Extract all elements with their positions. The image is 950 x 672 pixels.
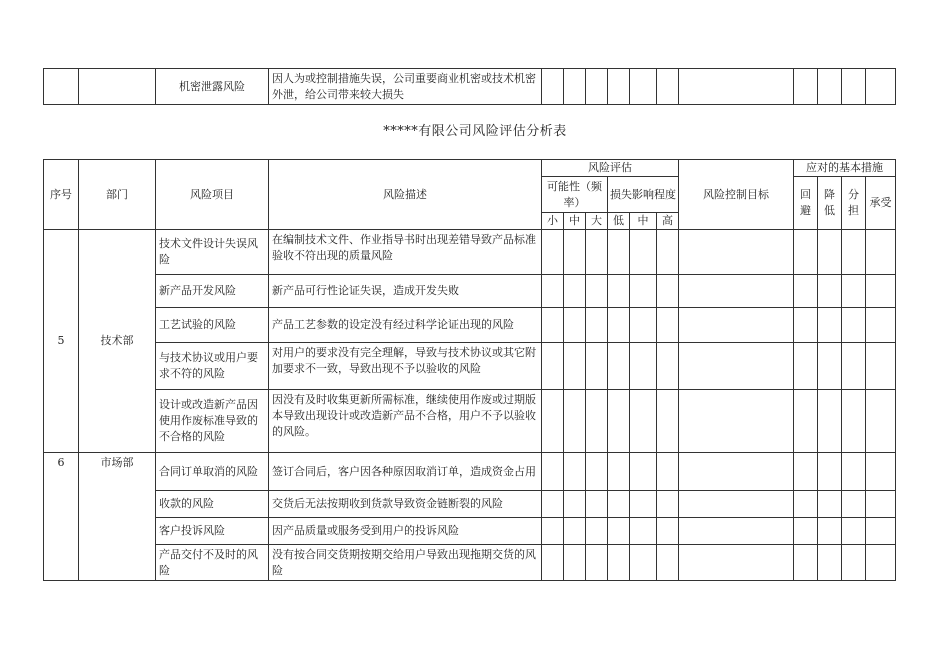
table-row — [44, 275, 896, 308]
header-row — [44, 160, 896, 177]
header-accept: 承受 — [866, 177, 896, 230]
header-big: 大 — [586, 213, 608, 230]
header-mid: 中 — [630, 213, 657, 230]
dept-cell: 技术部 — [79, 230, 156, 453]
risk-desc-cell: 因人为或控制措施失误，公司重要商业机密或技术机密外泄，给公司带来较大损失 — [269, 69, 542, 105]
header-desc: 风险描述 — [269, 160, 542, 230]
risk-desc-cell: 对用户的要求没有完全理解，导致与技术协议或其它附加要求不一致，导致出现不予以验收的风险 — [269, 343, 542, 390]
risk-desc-cell: 新产品可行性论证失误，造成开发失败 — [269, 275, 542, 308]
header-measures: 应对的基本措施 — [794, 160, 896, 177]
header-assessment: 风险评估 — [542, 160, 679, 177]
table-row — [44, 230, 896, 275]
risk-item-cell: 收款的风险 — [156, 491, 269, 518]
risk-item-cell: 工艺试验的风险 — [156, 308, 269, 343]
risk-assessment-table — [43, 159, 896, 581]
header-share: 分担 — [842, 177, 866, 230]
header-impact: 损失影响程度 — [608, 177, 679, 213]
header-dept: 部门 — [79, 160, 156, 230]
header-item: 风险项目 — [156, 160, 269, 230]
table-row — [44, 545, 896, 581]
header-small: 小 — [542, 213, 564, 230]
risk-desc-cell: 签订合同后，客户因各种原因取消订单，造成资金占用 — [269, 453, 542, 491]
risk-item-cell: 机密泄露风险 — [156, 69, 269, 105]
header-low: 低 — [608, 213, 630, 230]
header-likelihood: 可能性（频率） — [542, 177, 608, 213]
table-row — [44, 308, 896, 343]
risk-item-cell: 与技术协议或用户要求不符的风险 — [156, 343, 269, 390]
risk-item-cell: 设计或改造新产品因使用作废标准导致的不合格的风险 — [156, 390, 269, 453]
risk-desc-cell: 因产品质量或服务受到用户的投诉风险 — [269, 518, 542, 545]
dept-cell: 市场部 — [79, 453, 156, 581]
header-seq: 序号 — [44, 160, 79, 230]
risk-item-cell: 产品交付不及时的风险 — [156, 545, 269, 581]
header-target: 风险控制目标 — [679, 160, 794, 230]
table-row — [44, 390, 896, 453]
cell-empty — [44, 69, 79, 105]
risk-desc-cell: 交货后无法按期收到货款导致资金链断裂的风险 — [269, 491, 542, 518]
table-row — [44, 453, 896, 491]
header-mid: 中 — [564, 213, 586, 230]
risk-desc-cell: 产品工艺参数的设定没有经过科学论证出现的风险 — [269, 308, 542, 343]
table-row — [44, 491, 896, 518]
header-reduce: 降低 — [818, 177, 842, 230]
risk-item-cell: 技术文件设计失误风险 — [156, 230, 269, 275]
risk-item-cell: 客户投诉风险 — [156, 518, 269, 545]
table-row — [44, 343, 896, 390]
risk-item-cell: 新产品开发风险 — [156, 275, 269, 308]
table-row — [44, 518, 896, 545]
risk-desc-cell: 没有按合同交货期按期交给用户导致出现拖期交货的风险 — [269, 545, 542, 581]
seq-cell: 5 — [44, 230, 79, 453]
page-title: *****有限公司风险评估分析表 — [383, 124, 567, 139]
header-avoid: 回避 — [794, 177, 818, 230]
risk-desc-cell: 在编制技术文件、作业指导书时出现差错导致产品标准验收不符出现的质量风险 — [269, 230, 542, 275]
header-high: 高 — [657, 213, 679, 230]
risk-item-cell: 合同订单取消的风险 — [156, 453, 269, 491]
cell-empty — [79, 69, 156, 105]
prev-page-table — [43, 68, 896, 105]
risk-desc-cell: 因没有及时收集更新所需标准，继续使用作废或过期版本导致出现设计或改造新产品不合格，用户不予以验收的风险。 — [269, 390, 542, 453]
table-row — [44, 69, 896, 105]
seq-cell: 6 — [44, 453, 79, 581]
